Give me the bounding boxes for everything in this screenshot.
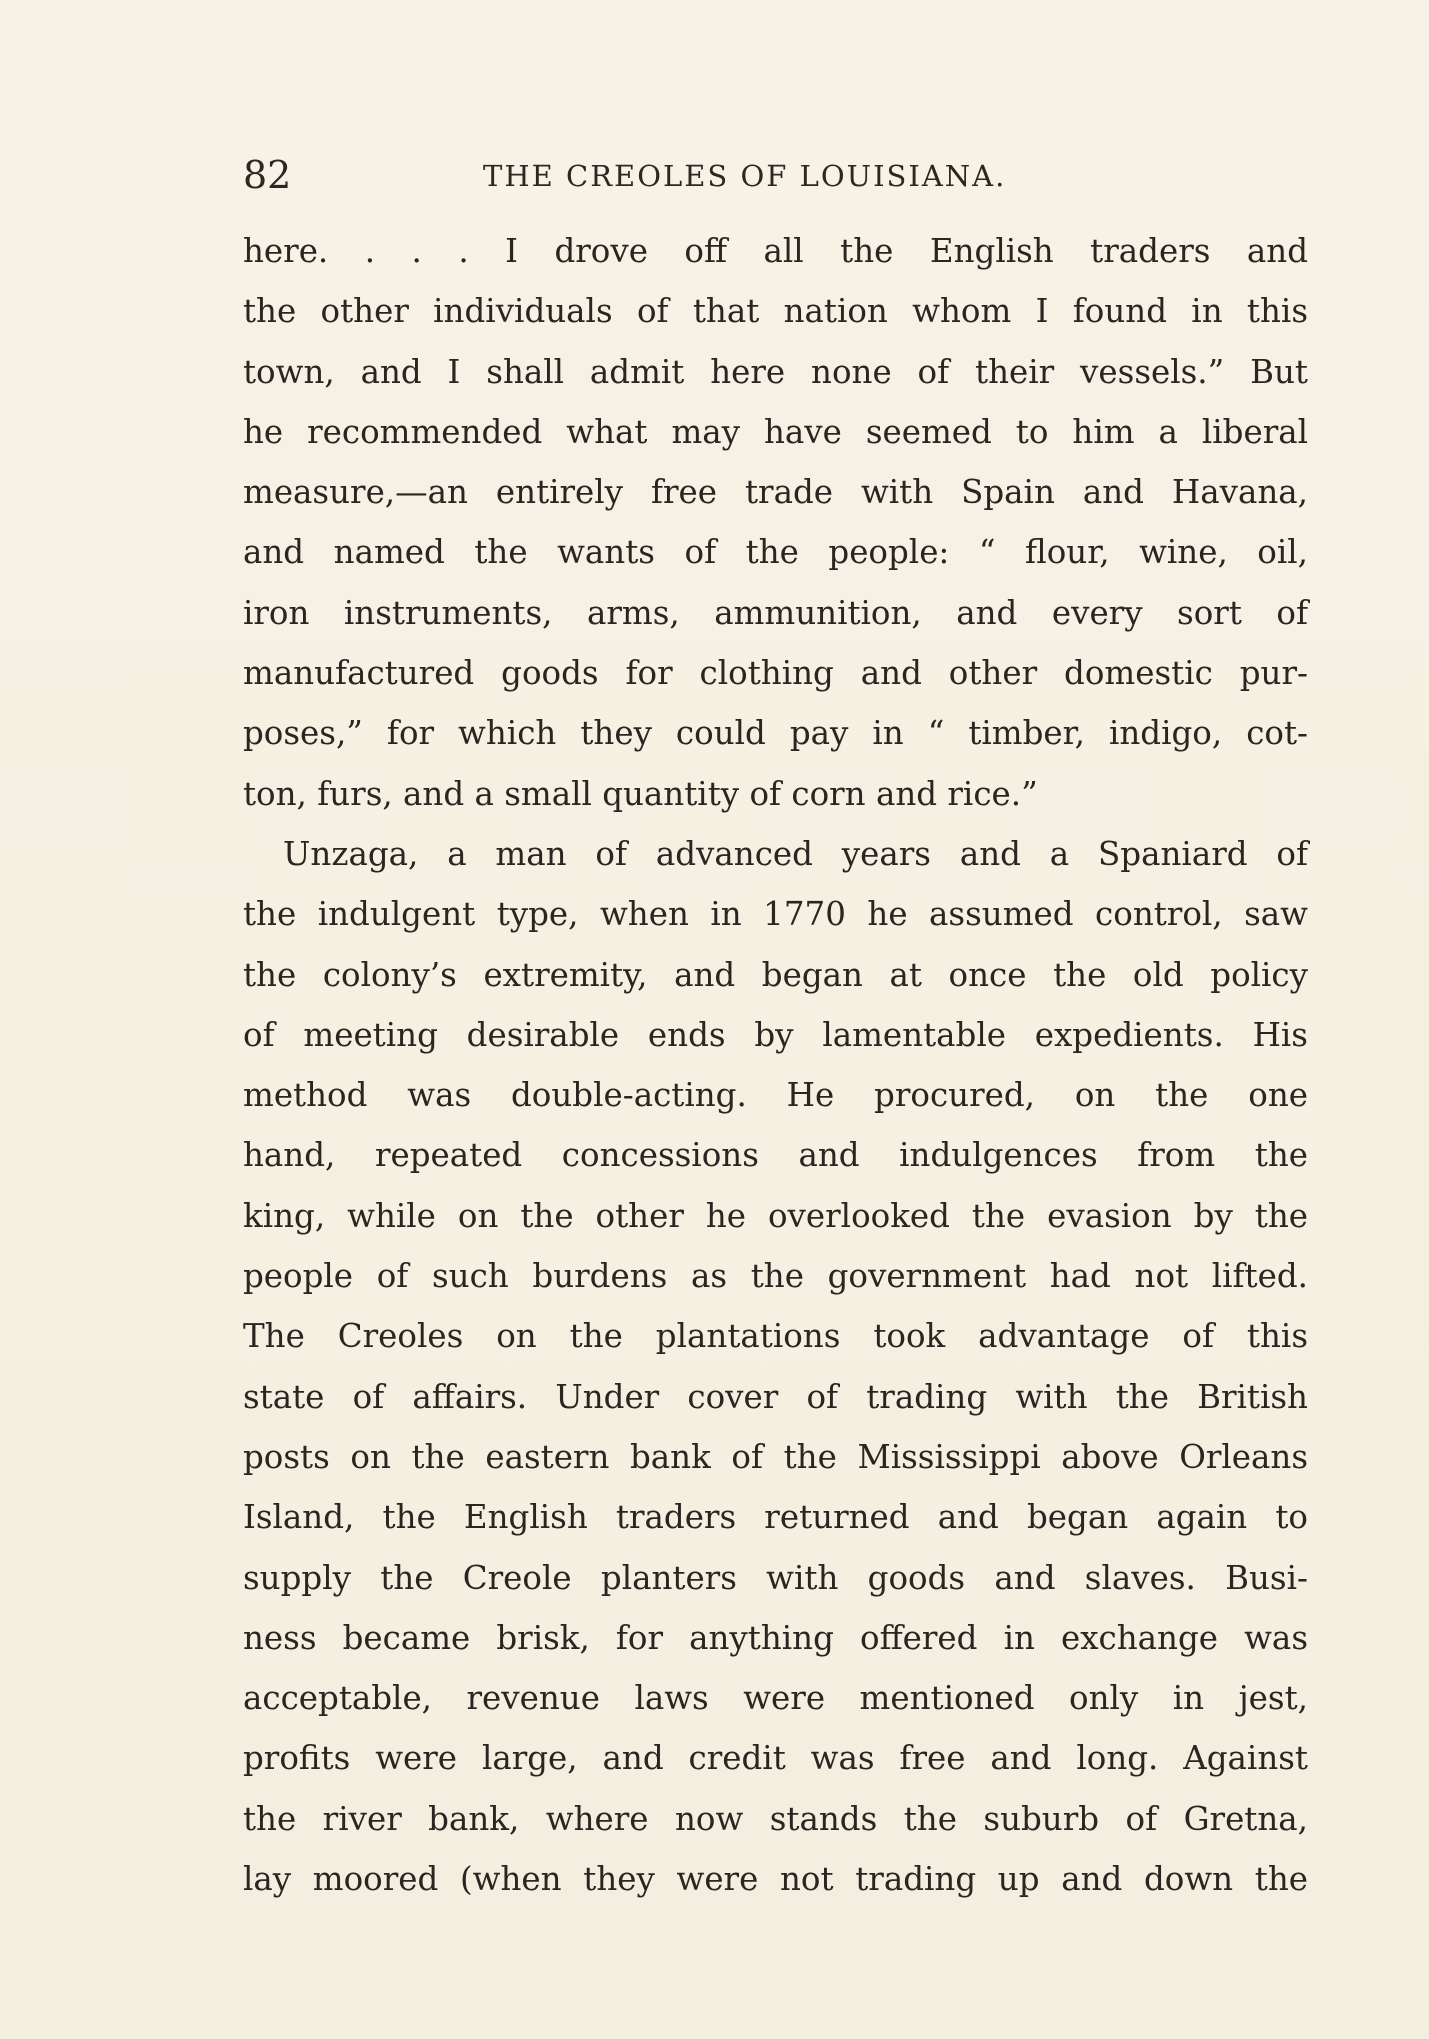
text-line: lay moored (when they were not trading up and down the (243, 1860, 1308, 1899)
page-number: 82 (243, 153, 292, 197)
text-line: people of such burdens as the government had not lifted. (243, 1257, 1308, 1296)
text-line: he recommended what may have seemed to him a liberal (243, 412, 1308, 451)
text-line: town, and I shall admit here none of their vessels.” But (243, 352, 1308, 391)
text-line: manufactured goods for clothing and other domestic pur- (243, 654, 1308, 693)
text-line: of meeting desirable ends by lamentable expedients. His (243, 1015, 1308, 1054)
text-line: poses,” for which they could pay in “ timber, indigo, cot- (243, 714, 1308, 753)
text-line: the other individuals of that nation whom I found in this (243, 292, 1308, 331)
text-line: acceptable, revenue laws were mentioned only in jest, (243, 1679, 1308, 1718)
running-head (243, 150, 1308, 200)
text-line: Island, the English traders returned and began again to (243, 1498, 1308, 1537)
text-line: method was double-acting. He procured, on the one (243, 1076, 1308, 1115)
text-line: supply the Creole planters with goods and slaves. Busi- (243, 1558, 1308, 1597)
text-line: the indulgent type, when in 1770 he assumed control, saw (243, 895, 1308, 934)
text-line: ton, furs, and a small quantity of corn and rice.” (243, 774, 1038, 813)
text-line: iron instruments, arms, ammunition, and every sort of (243, 593, 1308, 632)
text-line: and named the wants of the people: “ flour, wine, oil, (243, 533, 1308, 572)
text-line: The Creoles on the plantations took advantage of this (243, 1317, 1308, 1356)
text-line: posts on the eastern bank of the Mississippi above Orleans (243, 1437, 1308, 1476)
text-line: state of affairs. Under cover of trading with the British (243, 1377, 1308, 1416)
body-text (243, 221, 1308, 1909)
text-line: the river bank, where now stands the suburb of Gretna, (243, 1799, 1308, 1838)
running-title: THE CREOLES OF LOUISIANA. (483, 159, 1007, 193)
text-line: ness became brisk, for anything offered in exchange was (243, 1618, 1308, 1657)
paragraph-start-line: Unzaga, a man of advanced years and a Spaniard of (283, 834, 1308, 873)
text-line: here. . . . I drove off all the English traders and (243, 232, 1308, 270)
text-line: profits were large, and credit was free and long. Against (243, 1739, 1308, 1778)
text-line: hand, repeated concessions and indulgences from the (243, 1136, 1308, 1175)
text-line: the colony’s extremity, and began at once the old policy (243, 955, 1308, 994)
text-line: measure,—an entirely free trade with Spain and Havana, (243, 473, 1308, 512)
text-line: king, while on the other he overlooked the evasion by the (243, 1196, 1308, 1235)
